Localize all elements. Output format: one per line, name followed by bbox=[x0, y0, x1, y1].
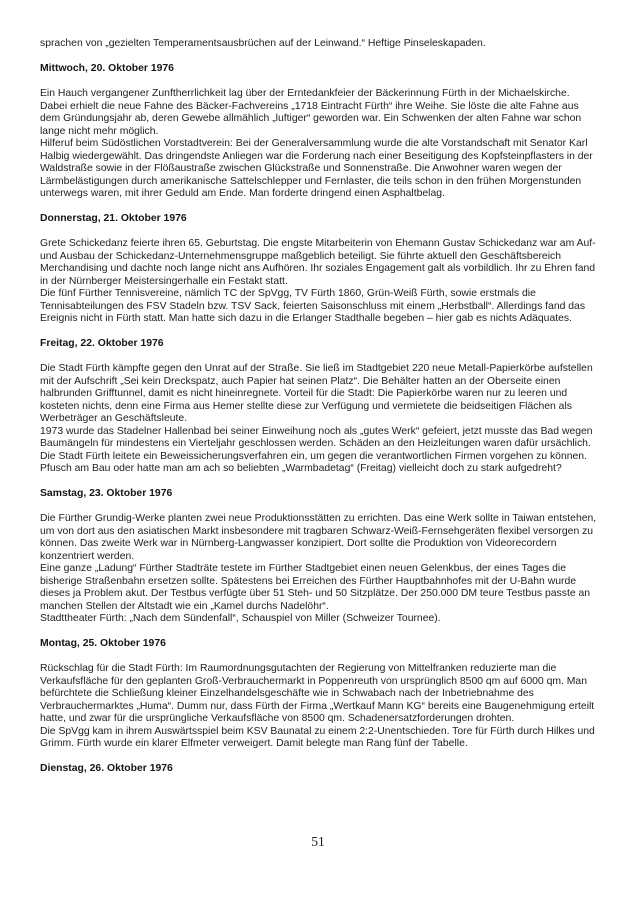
entry-paragraph: Die SpVgg kam in ihrem Auswärtsspiel beim KSV Baunatal zu einem 2:2-Unentschieden. Tore für Fürth durch Hilkes und Grimm. Fürth wurde ein klarer Elfmeter verweigert. Damit belegte man Rang fünf der Tabelle. bbox=[40, 725, 595, 749]
entry-paragraph: Die Stadt Fürth kämpfte gegen den Unrat auf der Straße. Sie ließ im Stadtgebiet 220 neue Metall-Papierkörbe aufstellen mit der Aufschrift „Sei kein Dreckspatz, auch Papier hat seinen Platz“. Die Behälter hatten an der Oberseite einen halbrunden Grifftunnel, damit es nicht hineinregnete. Vorteil für die Stadt: Die Papierkörbe waren nur zu leeren und kosteten nichts, denn eine Firma aus Hemer stellte diese zur Verfügung und vermietete die beidseitigen Flächen als Werbeträger an Geschäftsleute. bbox=[40, 363, 593, 424]
entry-paragraph: Hilferuf beim Südöstlichen Vorstadtverein: Bei der Generalversammlung wurde die alte Vorstandschaft mit Senator Karl Halbig wiedergewählt. Das dringendste Anliegen war die Forderung nach einer Beseitigung des Kopfsteinpflasters in der Waldstraße sowie in der Flößaustraße zwischen Glückstraße und Sonnenstraße. Die Anwohner waren wegen der Lärmbelästigungen durch amerikanische Sattelschlepper und Fernlaster, die teils schon in den frühen Morgenstunden unterwegs waren, mit ihrer Geduld am Ende. Man forderte dringend einen Asphaltbelag. bbox=[40, 138, 593, 199]
entry-heading: Mittwoch, 20. Oktober 1976 bbox=[40, 63, 174, 74]
continued-paragraph: sprachen von „gezielten Temperamentsausbrüchen auf der Leinwand.“ Heftige Pinseleskapaden. bbox=[40, 38, 486, 49]
document-text-block bbox=[40, 38, 598, 788]
entry-paragraph: 1973 wurde das Stadelner Hallenbad bei seiner Einweihung noch als „gutes Werk“ gefeiert, jetzt musste das Bad wegen Baumängeln für mindestens ein Vierteljahr geschlossen werden. Schäden an den Heizleitungen waren dafür ursächlich. Die Stadt Fürth leitete ein Beweissicherungsverfahren ein, um gegen die verantwortlichen Firmen vorgehen zu können. Pfusch am Bau oder hatte man am ach so beliebten „Warmbadetag“ (Freitag) vielleicht doch zu stark aufgedreht? bbox=[40, 425, 593, 474]
entry-heading: Montag, 25. Oktober 1976 bbox=[40, 638, 166, 649]
entry-body bbox=[40, 513, 598, 626]
entry-heading: Dienstag, 26. Oktober 1976 bbox=[40, 763, 173, 774]
entry-heading: Freitag, 22. Oktober 1976 bbox=[40, 338, 164, 349]
entry-body bbox=[40, 663, 598, 751]
entry-paragraph: Grete Schickedanz feierte ihren 65. Geburtstag. Die engste Mitarbeiterin von Ehemann Gustav Schickedanz war am Auf- und Ausbau der Schickedanz-Unternehmensgruppe maßgeblich beteiligt. Sie führte aktuell den Geschäftsbereich Merchandising und dachte noch lange nicht ans Aufhören. Ihr soziales Engagement galt als vorbildlich. Ihr zu Ehren fand in der Nürnberger Meistersingerhalle ein Festakt statt. bbox=[40, 238, 596, 287]
entry-body bbox=[40, 88, 598, 201]
entry-heading: Samstag, 23. Oktober 1976 bbox=[40, 488, 173, 499]
entry-paragraph: Stadttheater Fürth: „Nach dem Sündenfall“, Schauspiel von Miller (Schweizer Tournee). bbox=[40, 613, 441, 624]
entry-paragraph: Rückschlag für die Stadt Fürth: Im Raumordnungsgutachten der Regierung von Mittelfranken reduzierte man die Verkaufsfläche für den geplanten Groß-Verbrauchermarkt in Poppenreuth von ursprünglich 8500 qm auf 6000 qm. Man befürchtete die Schließung kleiner Einzelhandelsgeschäfte wie in Schwabach nach der Inbetriebnahme des Verbrauchermarktes „Huma“. Dumm nur, dass Fürth der Firma „Wertkauf Mann KG“ bereits eine Baugenehmigung erteilt hatte, und zwar für die ursprüngliche Verkaufsfläche von 8500 qm. Schadenersatzforderungen drohten. bbox=[40, 663, 595, 724]
entry-paragraph: Die Fürther Grundig-Werke planten zwei neue Produktionsstätten zu errichten. Das eine Werk sollte in Taiwan entstehen, um von dort aus den asiatischen Markt insbesondere mit tragbaren Schwarz-Weiß-Fernsehgeräten flexibel versorgen zu können. Das zweite Werk war in Nürnberg-Langwasser konzipiert. Dort sollte die Produktion von Videorecordern konzentriert werden. bbox=[40, 513, 597, 562]
entry-body bbox=[40, 363, 598, 476]
document-sections bbox=[40, 63, 598, 776]
page-number: 51 bbox=[311, 834, 325, 849]
entry-body bbox=[40, 238, 598, 326]
entry-heading: Donnerstag, 21. Oktober 1976 bbox=[40, 213, 187, 224]
entry-paragraph: Eine ganze „Ladung“ Fürther Stadträte testete im Fürther Stadtgebiet einen neuen Gelenkbus, der eines Tages die bisherige Straßenbahn ersetzen sollte. Spätestens bei Erreichen des Fürther Hauptbahnhofes mit der U-Bahn wurde dieses ja Problem akut. Der Testbus verfügte über 51 Steh- und 50 Sitzplätze. Der 250.000 DM teure Testbus passte an manchen Stellen der Altstadt wie ein „Kamel durchs Nadelöhr“. bbox=[40, 563, 591, 612]
entry-paragraph: Die fünf Fürther Tennisvereine, nämlich TC der SpVgg, TV Fürth 1860, Grün-Weiß Fürth, sowie erstmals die Tennisabteilungen des FSV Stadeln bzw. TSV Sack, feierten Saisonschluss mit einem „Herbstball“. Allerdings fand das Ereignis nicht in Fürth statt. Man hatte sich dazu in die Erlanger Stadthalle begeben – hier gab es nichts Adäquates. bbox=[40, 288, 586, 324]
entry-paragraph: Ein Hauch vergangener Zunftherrlichkeit lag über der Erntedankfeier der Bäckerinnung Fürth in der Michaelskirche. Dabei erhielt die neue Fahne des Bäcker-Fachvereins „1718 Eintracht Fürth“ ihre Weihe. Sie löste die alte Fahne aus dem Gründungsjahr ab, deren Gewebe allmählich „luftiger“ geworden war. Ein Schwenken der alten Fahne war schon lange nicht mehr möglich. bbox=[40, 88, 582, 137]
